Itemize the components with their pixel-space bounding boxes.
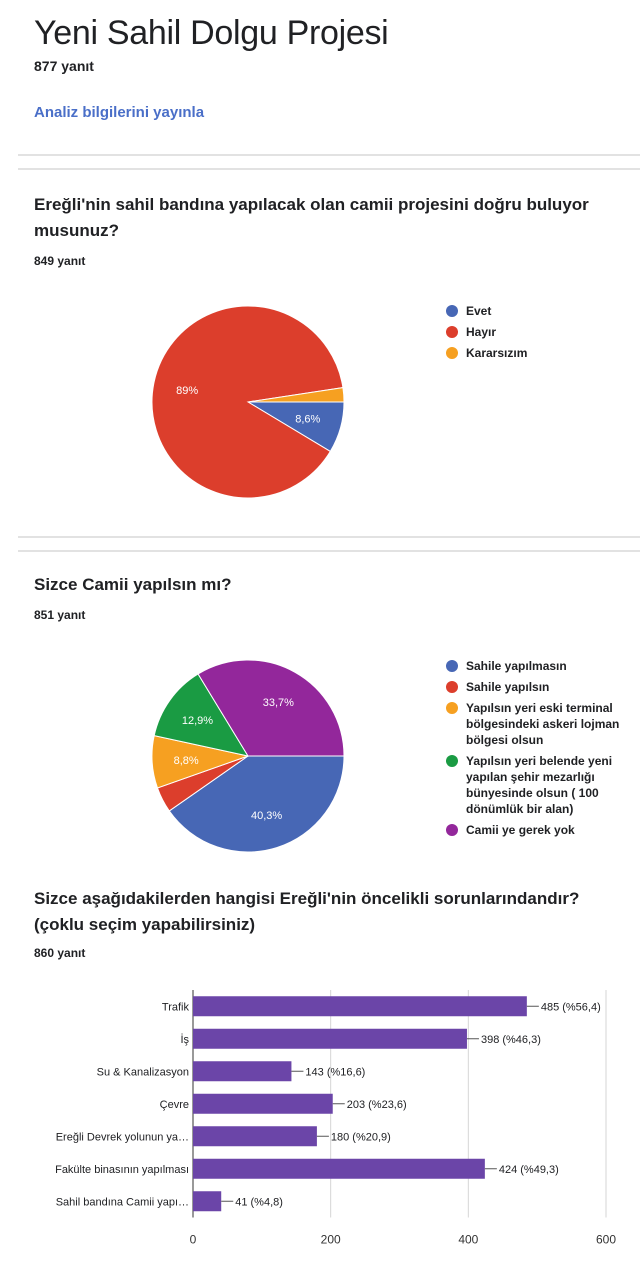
question-response-count: 851 yanıt	[34, 608, 86, 622]
legend-item	[446, 658, 636, 674]
legend-label: Sahile yapılsın	[466, 680, 550, 694]
legend-swatch	[446, 681, 458, 693]
value-label: 41 (%4,8)	[235, 1196, 283, 1209]
value-label: 424 (%49,3)	[498, 1163, 559, 1176]
legend-label: Sahile yapılmasın	[466, 659, 567, 673]
category-label: Fakülte binasının yapılması	[55, 1163, 189, 1176]
bar-chart-oncelikli-sorunlar	[0, 980, 640, 1247]
legend-label: Evet	[466, 304, 492, 318]
legend-label: Yapılsın yeri eski terminal bölgesindeki askeri lojman bölgesi olsun	[466, 701, 620, 747]
legend-label: Yapılsın yeri belende yeni yapılan şehir mezarlığı bünyesinde olsun ( 100 dönümlük bir alan)	[466, 754, 613, 816]
slice-label: 8,6%	[295, 413, 321, 426]
slice-label: 12,9%	[181, 715, 214, 728]
bar	[193, 1159, 485, 1179]
section-divider	[18, 536, 640, 538]
legend-label: Kararsızım	[466, 346, 528, 360]
legend-item	[446, 324, 636, 340]
section-divider	[18, 168, 640, 170]
category-label: Çevre	[159, 1098, 189, 1111]
slice-label: 40,3%	[251, 810, 283, 823]
section-divider	[18, 550, 640, 552]
legend-swatch	[446, 347, 458, 359]
section-divider	[18, 154, 640, 156]
legend-item	[446, 700, 636, 748]
question-response-count: 860 yanıt	[34, 946, 86, 960]
bar	[193, 1094, 333, 1114]
chart-legend	[446, 303, 636, 366]
question-title: Ereğli'nin sahil bandına yapılacak olan camii projesini doğru buluyor musunuz?	[34, 195, 589, 240]
x-tick-label: 600	[595, 1232, 617, 1247]
value-label: 203 (%23,6)	[346, 1098, 407, 1111]
category-label: Sahil bandına Camii yapı…	[55, 1196, 189, 1209]
legend-swatch	[446, 326, 458, 338]
value-label: 398 (%46,3)	[480, 1033, 541, 1046]
bar	[193, 1191, 221, 1211]
legend-swatch	[446, 755, 458, 767]
legend-label: Hayır	[466, 325, 497, 339]
x-tick-label: 400	[458, 1232, 479, 1247]
question-response-count: 849 yanıt	[34, 254, 86, 268]
x-tick-label: 0	[189, 1232, 197, 1247]
question-title: Sizce Camii yapılsın mı?	[34, 575, 232, 594]
category-label: Ereğli Devrek yolunun ya…	[55, 1131, 189, 1144]
slice-label: 89%	[176, 384, 199, 397]
question-title: Sizce aşağıdakilerden hangisi Ereğli'nin öncelikli sorunlarındandır? (çoklu seçim yapabilirsiniz)	[34, 889, 580, 934]
bar	[193, 1061, 291, 1081]
bar	[193, 1126, 317, 1146]
legend-item	[446, 822, 636, 838]
legend-label: Camii ye gerek yok	[466, 823, 575, 837]
slice-label: 8,8%	[173, 754, 199, 767]
chart-legend	[446, 658, 636, 843]
value-label: 485 (%56,4)	[540, 1001, 601, 1014]
category-label: Su & Kanalizasyon	[96, 1066, 189, 1079]
legend-swatch	[446, 702, 458, 714]
form-title: Yeni Sahil Dolgu Projesi	[34, 14, 389, 52]
slice-label: 33,7%	[262, 696, 294, 709]
category-label: İş	[180, 1033, 189, 1046]
legend-swatch	[446, 660, 458, 672]
legend-swatch	[446, 824, 458, 836]
legend-item	[446, 303, 636, 319]
bar	[193, 1029, 467, 1049]
legend-swatch	[446, 305, 458, 317]
legend-item	[446, 679, 636, 695]
value-label: 143 (%16,6)	[305, 1066, 366, 1079]
x-tick-label: 200	[320, 1232, 341, 1247]
legend-item	[446, 345, 636, 361]
publish-analytics-link[interactable]: Analiz bilgilerini yayınla	[34, 104, 205, 121]
pie-chart-camii-projesi	[150, 304, 346, 500]
bar	[193, 996, 527, 1016]
form-response-count: 877 yanıt	[34, 58, 94, 74]
category-label: Trafik	[161, 1001, 189, 1014]
value-label: 180 (%20,9)	[330, 1131, 391, 1144]
pie-chart-camii-yapilsin	[150, 658, 346, 854]
legend-item	[446, 753, 636, 817]
